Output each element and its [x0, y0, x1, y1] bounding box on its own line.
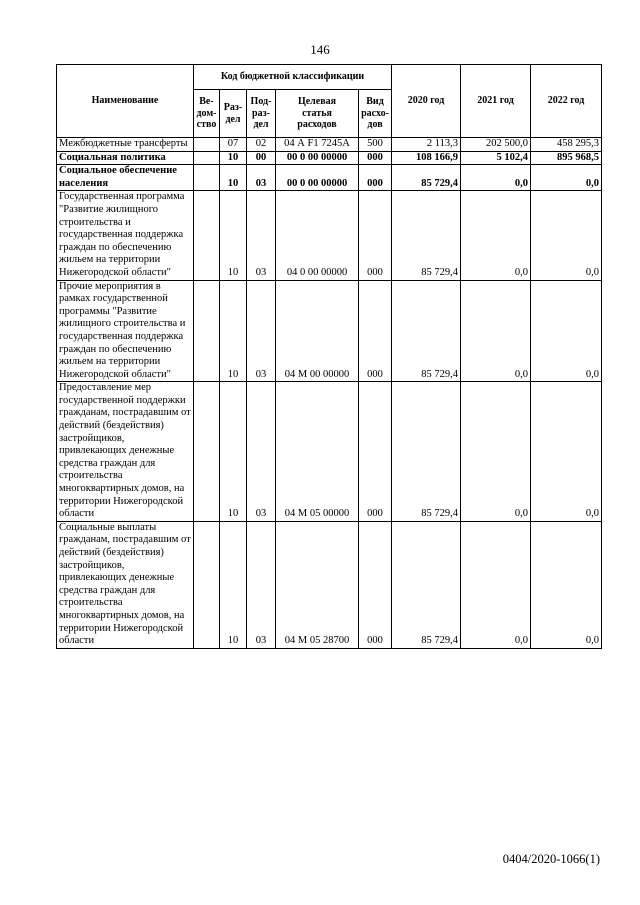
row-podrazdel: 03	[247, 280, 276, 382]
row-vid: 000	[359, 521, 392, 648]
header-name: Наименование	[57, 65, 194, 138]
header-celevaya: Целевая статья расходов	[276, 90, 359, 138]
row-2021: 202 500,0	[461, 138, 531, 152]
row-vid: 500	[359, 138, 392, 152]
row-celevaya: 04 М 00 00000	[276, 280, 359, 382]
row-celevaya: 04 М 05 28700	[276, 521, 359, 648]
row-razdel: 10	[220, 191, 247, 280]
row-2022: 0,0	[531, 280, 602, 382]
row-name: Социальные выплаты гражданам, пострадавшим от действий (бездействия) застройщиков, привлекающих денежные средства граждан для строительства многоквартирных домов, на территории Нижегородской области	[57, 521, 194, 648]
row-2020: 108 166,9	[392, 151, 461, 165]
header-podrazdel: Под- раз- дел	[247, 90, 276, 138]
row-razdel: 10	[220, 521, 247, 648]
row-celevaya: 04 А F1 7245А	[276, 138, 359, 152]
row-name: Социальная политика	[57, 151, 194, 165]
header-2020: 2020 год	[392, 65, 461, 138]
row-razdel: 10	[220, 165, 247, 191]
table-row	[57, 382, 602, 522]
row-podrazdel: 03	[247, 191, 276, 280]
row-vid: 000	[359, 382, 392, 522]
row-2021: 0,0	[461, 280, 531, 382]
row-razdel: 10	[220, 382, 247, 522]
row-razdel: 10	[220, 151, 247, 165]
row-vid: 000	[359, 165, 392, 191]
header-razdel: Раз- дел	[220, 90, 247, 138]
row-2020: 2 113,3	[392, 138, 461, 152]
row-2021: 0,0	[461, 521, 531, 648]
header-code-group: Код бюджетной классификации	[194, 65, 392, 90]
row-2022: 458 295,3	[531, 138, 602, 152]
row-2022: 0,0	[531, 521, 602, 648]
row-vedomstvo	[194, 138, 220, 152]
row-celevaya: 00 0 00 00000	[276, 151, 359, 165]
row-2022: 0,0	[531, 165, 602, 191]
row-2021: 0,0	[461, 165, 531, 191]
row-razdel: 10	[220, 280, 247, 382]
row-podrazdel: 02	[247, 138, 276, 152]
header-2021: 2021 год	[461, 65, 531, 138]
row-celevaya: 00 0 00 00000	[276, 165, 359, 191]
row-razdel: 07	[220, 138, 247, 152]
row-name: Социальное обеспечение населения	[57, 165, 194, 191]
row-vid: 000	[359, 280, 392, 382]
table-row	[57, 521, 602, 648]
row-vedomstvo	[194, 191, 220, 280]
row-vedomstvo	[194, 521, 220, 648]
row-podrazdel: 03	[247, 521, 276, 648]
header-2022: 2022 год	[531, 65, 602, 138]
row-2021: 0,0	[461, 191, 531, 280]
row-2021: 5 102,4	[461, 151, 531, 165]
row-podrazdel: 00	[247, 151, 276, 165]
row-2022: 0,0	[531, 191, 602, 280]
row-2020: 85 729,4	[392, 280, 461, 382]
row-name: Прочие мероприятия в рамках государственной программы "Развитие жилищного строительства и государственная поддержка граждан по обеспечению жильем на территории Нижегородской области"	[57, 280, 194, 382]
row-name: Предоставление мер государственной поддержки гражданам, пострадавшим от действий (бездействия) застройщиков, привлекающих денежные средства граждан для строительства многоквартирных домов, на территории Нижегородской области	[57, 382, 194, 522]
row-2020: 85 729,4	[392, 165, 461, 191]
row-vedomstvo	[194, 280, 220, 382]
row-vedomstvo	[194, 165, 220, 191]
row-2022: 0,0	[531, 382, 602, 522]
table-row	[57, 138, 602, 152]
row-2022: 895 968,5	[531, 151, 602, 165]
header-vid: Вид расхо- дов	[359, 90, 392, 138]
budget-table	[56, 64, 602, 649]
table-row	[57, 151, 602, 165]
row-name: Межбюджетные трансферты	[57, 138, 194, 152]
table-row	[57, 280, 602, 382]
page-number: 146	[310, 42, 330, 57]
row-2020: 85 729,4	[392, 382, 461, 522]
row-name: Государственная программа "Развитие жилищного строительства и государственная поддержка граждан по обеспечению жильем на территории Нижегородской области"	[57, 191, 194, 280]
table-row	[57, 191, 602, 280]
row-celevaya: 04 0 00 00000	[276, 191, 359, 280]
row-vid: 000	[359, 151, 392, 165]
header-vedomstvo: Ве- дом- ство	[194, 90, 220, 138]
row-vedomstvo	[194, 382, 220, 522]
row-vedomstvo	[194, 151, 220, 165]
row-2020: 85 729,4	[392, 191, 461, 280]
row-2021: 0,0	[461, 382, 531, 522]
row-2020: 85 729,4	[392, 521, 461, 648]
row-podrazdel: 03	[247, 165, 276, 191]
row-podrazdel: 03	[247, 382, 276, 522]
row-celevaya: 04 М 05 00000	[276, 382, 359, 522]
row-vid: 000	[359, 191, 392, 280]
document-code: 0404/2020-1066(1)	[502, 852, 600, 866]
table-row	[57, 165, 602, 191]
